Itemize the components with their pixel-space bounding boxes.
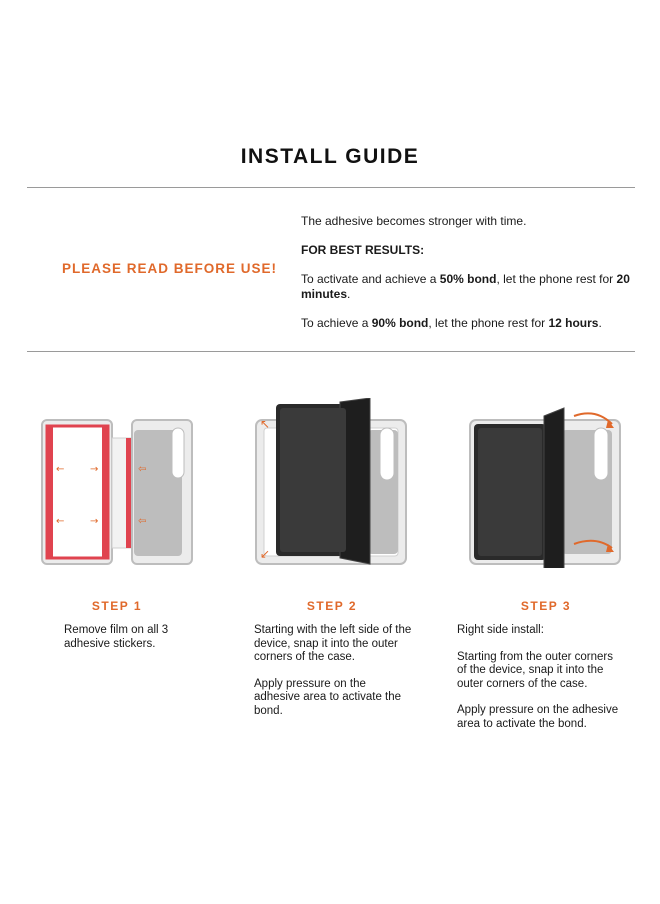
camera-cutout [594,428,608,480]
arrow-corner-icon: ↖ [260,417,271,431]
info-line-2: To activate and achieve a 50% bond, let the phone rest for 20 minutes. [301,272,630,301]
arrow-right-icon: → [90,516,99,527]
page-title: INSTALL GUIDE [240,145,420,168]
step-3-diagram [466,398,626,568]
camera-cutout [172,428,184,478]
middle-divider [27,351,635,352]
step-2-title: STEP 2 [306,599,358,613]
step-1-text: Remove film on all 3 adhesive stickers. [64,624,169,650]
arrow-left-icon: ← [56,516,65,527]
camera-cutout [380,428,394,480]
warning-text: PLEASE READ BEFORE USE! [62,261,278,276]
arrow-left-icon: ⇦ [138,464,147,475]
adhesive-film-large [47,426,108,558]
arrow-left-icon: ⇦ [138,516,147,527]
arrow-left-icon: ← [56,464,65,475]
step-3-title: STEP 3 [520,599,572,613]
top-divider [27,187,635,188]
step-1-title: STEP 1 [91,599,143,613]
step-3-text: Right side install: Starting from the outer corners of the device, snap it into the outer corners of the case. Apply pressure on the adhesive area to activate the bond. [457,624,619,730]
step-1-diagram [38,398,198,568]
step-2-text: Starting with the left side of the device, snap it into the outer corners of the case. Apply pressure on the adhesive area to activate the bond. [254,624,412,717]
info-line-1: The adhesive becomes stronger with time. [301,214,527,228]
device-right-half [544,408,564,568]
best-results-heading: FOR BEST RESULTS: [301,243,425,257]
arrow-corner-icon: ↙ [260,547,271,561]
step-2-diagram [252,398,412,568]
info-line-3: To achieve a 90% bond, let the phone rest for 12 hours. [301,316,602,330]
adhesive-info [301,214,641,345]
arrow-right-icon: → [90,464,99,475]
